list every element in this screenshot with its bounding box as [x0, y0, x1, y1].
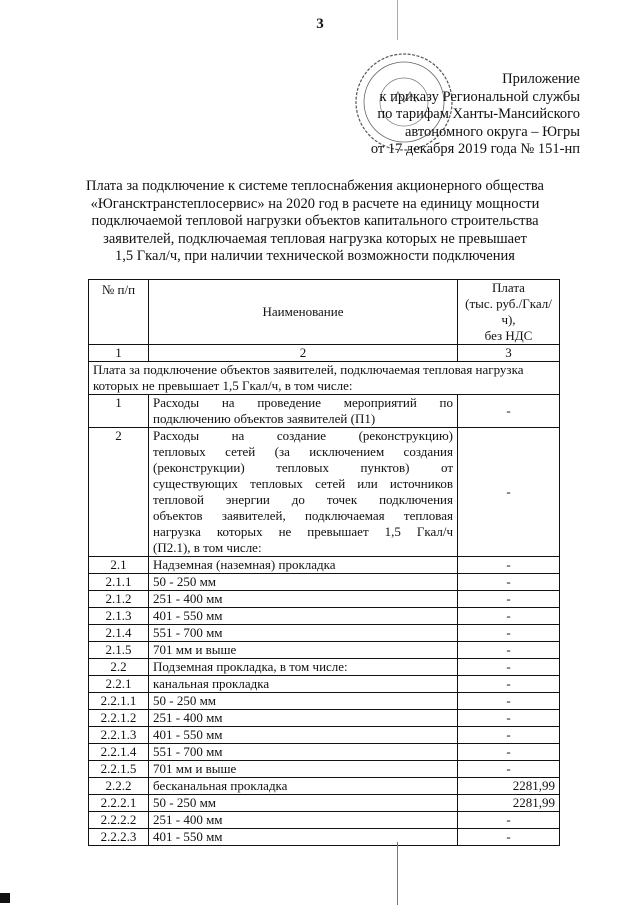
row-name: 551 - 700 мм [149, 744, 458, 761]
appendix-line: автономного округа – Югры [404, 123, 580, 140]
header-name: Наименование [149, 280, 458, 345]
title-line: Плата за подключение к системе теплоснабжения акционерного общества [85, 178, 544, 194]
row-number: 2.2.1.4 [89, 744, 149, 761]
fee-table [88, 279, 560, 846]
appendix-line: к приказу Региональной службы [379, 88, 580, 105]
row-value: - [458, 659, 560, 676]
row-value: - [458, 829, 560, 846]
row-value: 2281,99 [458, 795, 560, 812]
table-header-row [89, 280, 560, 345]
title-line: «Югансктранстеплосервис» на 2020 год в расчете на единицу мощности [90, 195, 540, 212]
table-row [89, 761, 560, 778]
appendix-line: Приложение [502, 71, 580, 87]
title-line: заявителей, подключаемая тепловая нагрузка которых не превышает [103, 230, 527, 247]
row-name [149, 428, 458, 557]
header-index-cell: 2 [149, 345, 458, 362]
table-row [89, 642, 560, 659]
row-name: 50 - 250 мм [149, 795, 458, 812]
row-number: 2.2.1 [89, 676, 149, 693]
table-row [89, 829, 560, 846]
row-name: бесканальная прокладка [149, 778, 458, 795]
table-row [89, 557, 560, 574]
page-number: 3 [316, 16, 324, 32]
row-number: 2.2.2.2 [89, 812, 149, 829]
row-value: - [458, 744, 560, 761]
row-name-line: нагрузка которых не превышает 1,5 Гкал/ч [153, 524, 453, 539]
row-name: 551 - 700 мм [149, 625, 458, 642]
table-row [89, 608, 560, 625]
table-row [89, 812, 560, 829]
row-number: 2.2 [89, 659, 149, 676]
row-name [149, 395, 458, 428]
appendix-line: по тарифам Ханты-Мансийского [377, 106, 580, 122]
row-name-line: тепловой энергии до точек подключения [153, 492, 453, 507]
row-number: 2.2.1.1 [89, 693, 149, 710]
row-value: - [458, 591, 560, 608]
section-title-cell: Плата за подключение объектов заявителей, подключаемая тепловая нагрузка которых не превышает 1,5 Гкал/ч, в том числе: [89, 362, 560, 395]
row-name: 401 - 550 мм [149, 829, 458, 846]
row-name-line: существующих тепловых сетей или источников [153, 476, 453, 491]
table-row [89, 659, 560, 676]
row-value: - [458, 608, 560, 625]
row-value: - [458, 428, 560, 557]
section-row [89, 362, 560, 395]
row-name: 251 - 400 мм [149, 710, 458, 727]
header-number: № п/п [89, 280, 149, 345]
table-row [89, 727, 560, 744]
row-name: 50 - 250 мм [149, 574, 458, 591]
row-value: - [458, 574, 560, 591]
row-name-line: объектов заявителей, подключаемая тепловая [153, 508, 453, 523]
header-fee: Плата (тыс. руб./Гкал/ч), без НДС [458, 280, 560, 345]
row-number: 2.1.1 [89, 574, 149, 591]
table-row [89, 428, 560, 557]
row-name: 401 - 550 мм [149, 727, 458, 744]
row-value: 2281,99 [458, 778, 560, 795]
table-row [89, 625, 560, 642]
table-row [89, 676, 560, 693]
row-number: 2.2.1.2 [89, 710, 149, 727]
row-number: 2.1.2 [89, 591, 149, 608]
scan-fold-line [397, 0, 398, 40]
title-line: 1,5 Гкал/ч, при наличии технической возможности подключения [115, 248, 515, 265]
row-value: - [458, 642, 560, 659]
row-name: 251 - 400 мм [149, 591, 458, 608]
row-number: 2.2.1.3 [89, 727, 149, 744]
appendix-block [371, 71, 580, 159]
table-row [89, 710, 560, 727]
row-number: 2.1.3 [89, 608, 149, 625]
scan-fold-line [397, 842, 398, 905]
row-name-line: (П2.1), в том числе: [153, 540, 262, 555]
title-line: подключаемой тепловой нагрузки объектов капитального строительства [91, 213, 539, 230]
row-number: 1 [89, 395, 149, 428]
row-name: 701 мм и выше [149, 761, 458, 778]
header-index-cell: 1 [89, 345, 149, 362]
row-name-line: тепловых сетей (за исключением создания [153, 444, 453, 459]
table-rows [89, 557, 560, 846]
document-title [60, 178, 570, 266]
row-value: - [458, 710, 560, 727]
row-name: 401 - 550 мм [149, 608, 458, 625]
row-number: 2.1.5 [89, 642, 149, 659]
row-value: - [458, 812, 560, 829]
row-name: Надземная (наземная) прокладка [149, 557, 458, 574]
row-number: 2.1 [89, 557, 149, 574]
row-number: 2.2.2.3 [89, 829, 149, 846]
row-name: канальная прокладка [149, 676, 458, 693]
table-row [89, 744, 560, 761]
table-row [89, 591, 560, 608]
table-row [89, 778, 560, 795]
row-name: 50 - 250 мм [149, 693, 458, 710]
scan-corner-mark [0, 893, 10, 903]
row-value: - [458, 676, 560, 693]
row-number: 2 [89, 428, 149, 557]
row-name-line: (реконструкции) тепловых пунктов) от [153, 460, 453, 475]
row-value: - [458, 395, 560, 428]
row-name: 701 мм и выше [149, 642, 458, 659]
row-name: Подземная прокладка, в том числе: [149, 659, 458, 676]
row-number: 2.1.4 [89, 625, 149, 642]
row-value: - [458, 761, 560, 778]
row-number: 2.2.1.5 [89, 761, 149, 778]
header-numbers-row [89, 345, 560, 362]
row-value: - [458, 625, 560, 642]
row-name-line: Расходы на проведение мероприятий по [153, 395, 453, 410]
row-name: 251 - 400 мм [149, 812, 458, 829]
table-row [89, 395, 560, 428]
row-number: 2.2.2.1 [89, 795, 149, 812]
table-row [89, 574, 560, 591]
row-name-line: Расходы на создание (реконструкцию) [153, 428, 453, 443]
row-value: - [458, 693, 560, 710]
row-value: - [458, 557, 560, 574]
row-name-line: подключению объектов заявителей (П1) [153, 411, 376, 426]
table-row [89, 693, 560, 710]
row-number: 2.2.2 [89, 778, 149, 795]
header-index-cell: 3 [458, 345, 560, 362]
row-value: - [458, 727, 560, 744]
table-row [89, 795, 560, 812]
appendix-line: от 17 декабря 2019 года № 151-нп [370, 141, 580, 157]
